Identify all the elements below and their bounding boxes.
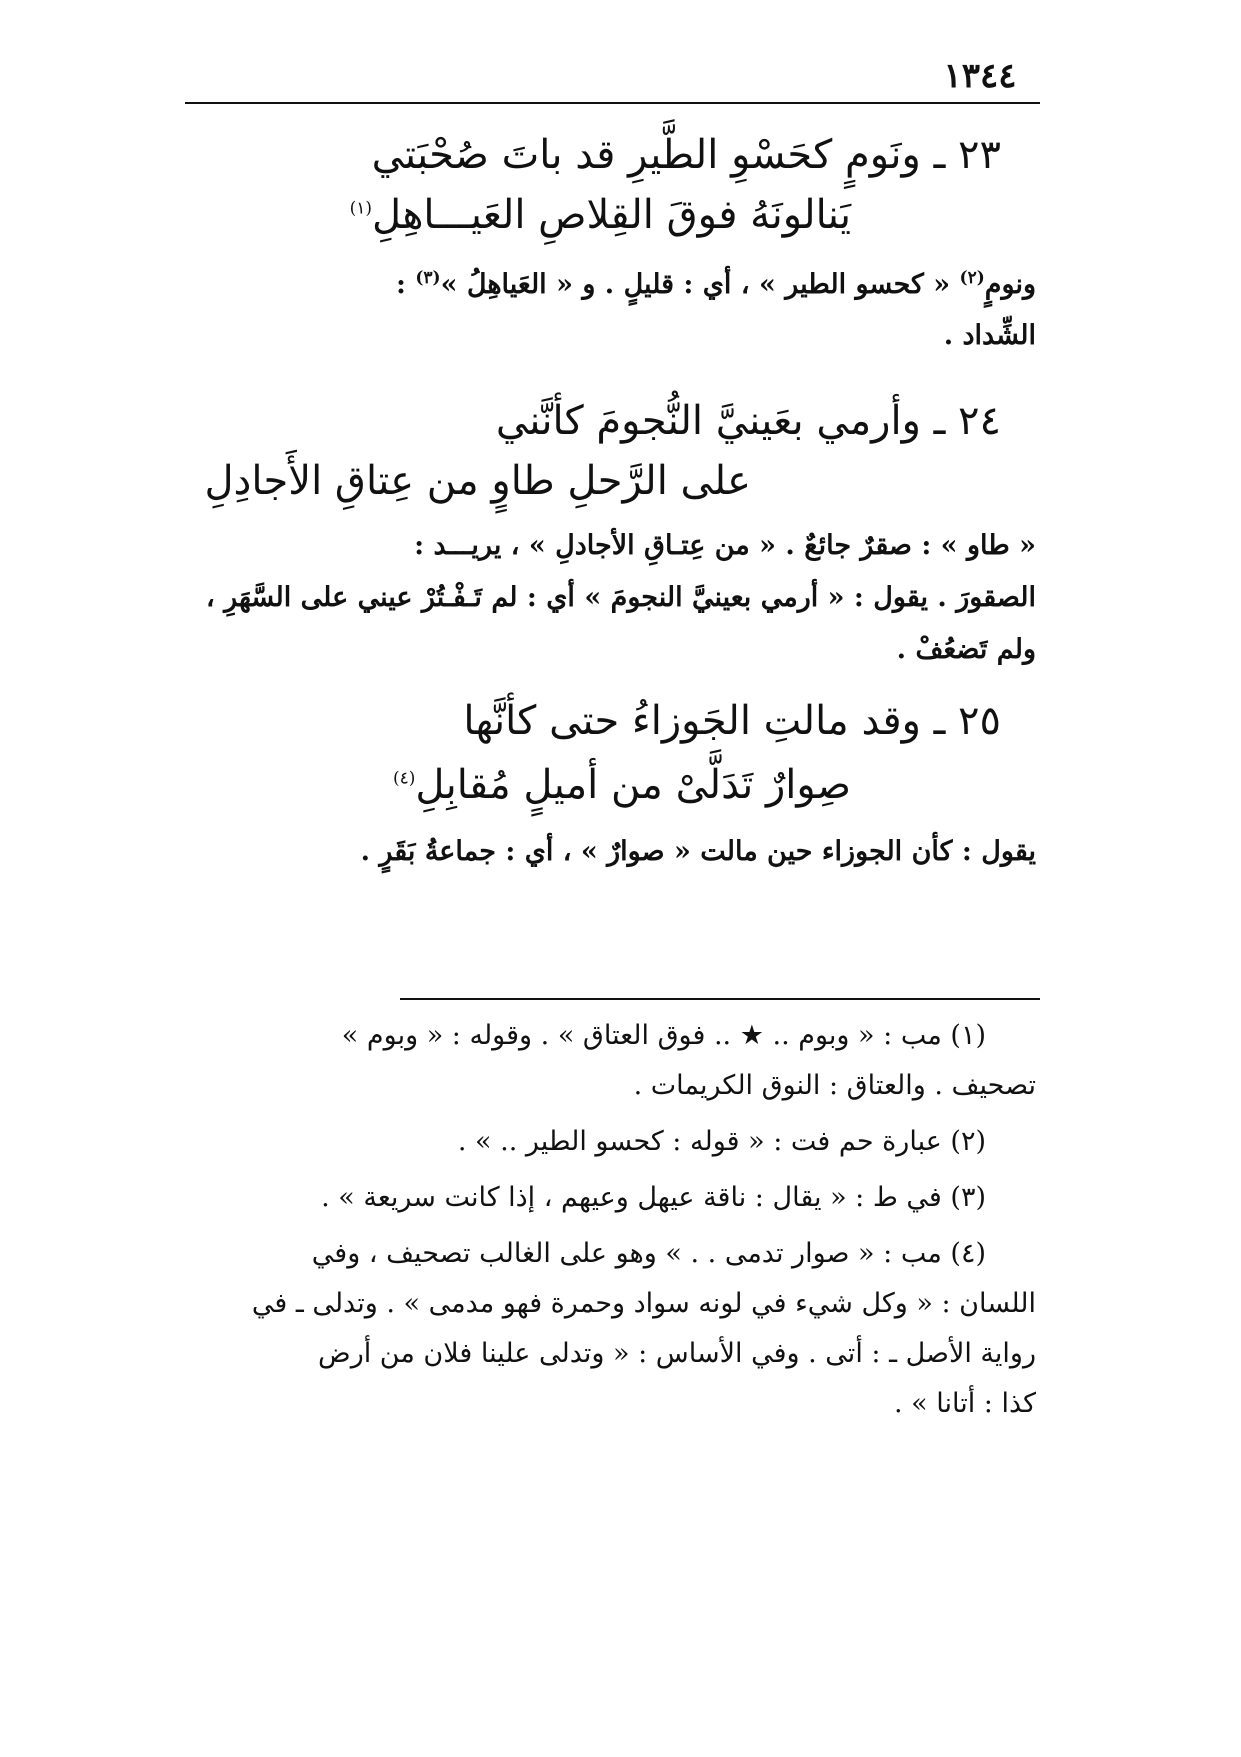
commentary-23-colon: :	[395, 269, 416, 300]
footnote-1-line-2: تصحيف . والعتاق : النوق الكريمات .	[633, 1070, 1036, 1101]
commentary-23-rest: « كحسو الطير » ، أي : قليلٍ . و « العَياهِلُ »	[440, 269, 951, 300]
verse-23-first-hemistich: ٢٣ ـ ونَومٍ كحَسْوِ الطَّيرِ قد باتَ صُحْبَتي	[371, 132, 1001, 178]
commentary-23-line-2: الشِّداد .	[943, 320, 1036, 351]
verse-25-second-hemistich	[393, 762, 851, 808]
footnote-4-line-1: (٤) مب : « صوار تدمى . . » وهو على الغالب تصحيف ، وفي	[311, 1238, 986, 1269]
header-rule	[185, 102, 1040, 104]
commentary-24-line-3: ولم تَضعُفْ .	[896, 634, 1036, 665]
footnote-ref-1: (١)	[349, 198, 373, 219]
verse-25-second-text: صِوارٌ تَدَلَّىْ من أميلٍ مُقابِلِ	[415, 762, 851, 808]
footnote-ref-4: (٤)	[392, 768, 416, 789]
footnote-1-line-1: (١) مب : « وبوم .. ★ .. فوق العتاق » . وقوله : « وبوم »	[341, 1020, 986, 1051]
verse-24-first-hemistich: ٢٤ ـ وأرمي بعَينيَّ النُّجومَ كأنَّني	[495, 398, 1001, 444]
verse-23-second-hemistich	[350, 192, 851, 238]
footnote-4-line-2: اللسان : « وكل شيء في لونه سواد وحمرة فهو مدمى » . وتدلى ـ في	[251, 1288, 1036, 1319]
footnote-3: (٣) في ط : « يقال : ناقة عيهل وعيهم ، إذا كانت سريعة » .	[321, 1182, 986, 1213]
footnote-4-line-3: رواية الأصل ـ : أتى . وفي الأساس : « وتدلى علينا فلان من أرض	[318, 1338, 1036, 1369]
verse-23-second-text: يَنالونَهُ فوقَ القِلاصِ العَيـــاهِلِ	[372, 192, 851, 238]
commentary-25-line-1: يقول : كأن الجوزاء حين مالت « صوارٌ » ، أي : جماعةُ بَقَرٍ .	[360, 836, 1036, 867]
footnote-ref-3: (٣)	[415, 268, 441, 288]
verse-24-second-hemistich: على الرَّحلِ طاوٍ من عِتاقِ الأَجادِلِ	[204, 458, 751, 504]
footnote-ref-2: (٢)	[959, 268, 985, 288]
footnote-4-line-4: كذا : أتانا » .	[893, 1388, 1036, 1419]
commentary-24-line-2: الصقورَ . يقول : « أرمي بعينيَّ النجومَ » أي : لم تَـفْـتُرْ عيني على السَّهَرِ ،	[205, 582, 1036, 613]
commentary-23-line-1	[396, 268, 1036, 300]
verse-25-first-hemistich: ٢٥ ـ وقد مالتِ الجَوزاءُ حتى كأنَّها	[463, 698, 1001, 744]
commentary-24-line-1: « طاو » : صقرٌ جائعٌ . « من عِتـاقِ الأجادلِ » ، يريـــد :	[414, 530, 1036, 561]
commentary-23-word: ونومٍ	[984, 269, 1036, 300]
footnote-rule	[400, 998, 1040, 1000]
page-number: ١٣٤٤	[943, 56, 1017, 96]
footnote-2: (٢) عبارة حم فت : « قوله : كحسو الطير .. » .	[457, 1126, 986, 1157]
